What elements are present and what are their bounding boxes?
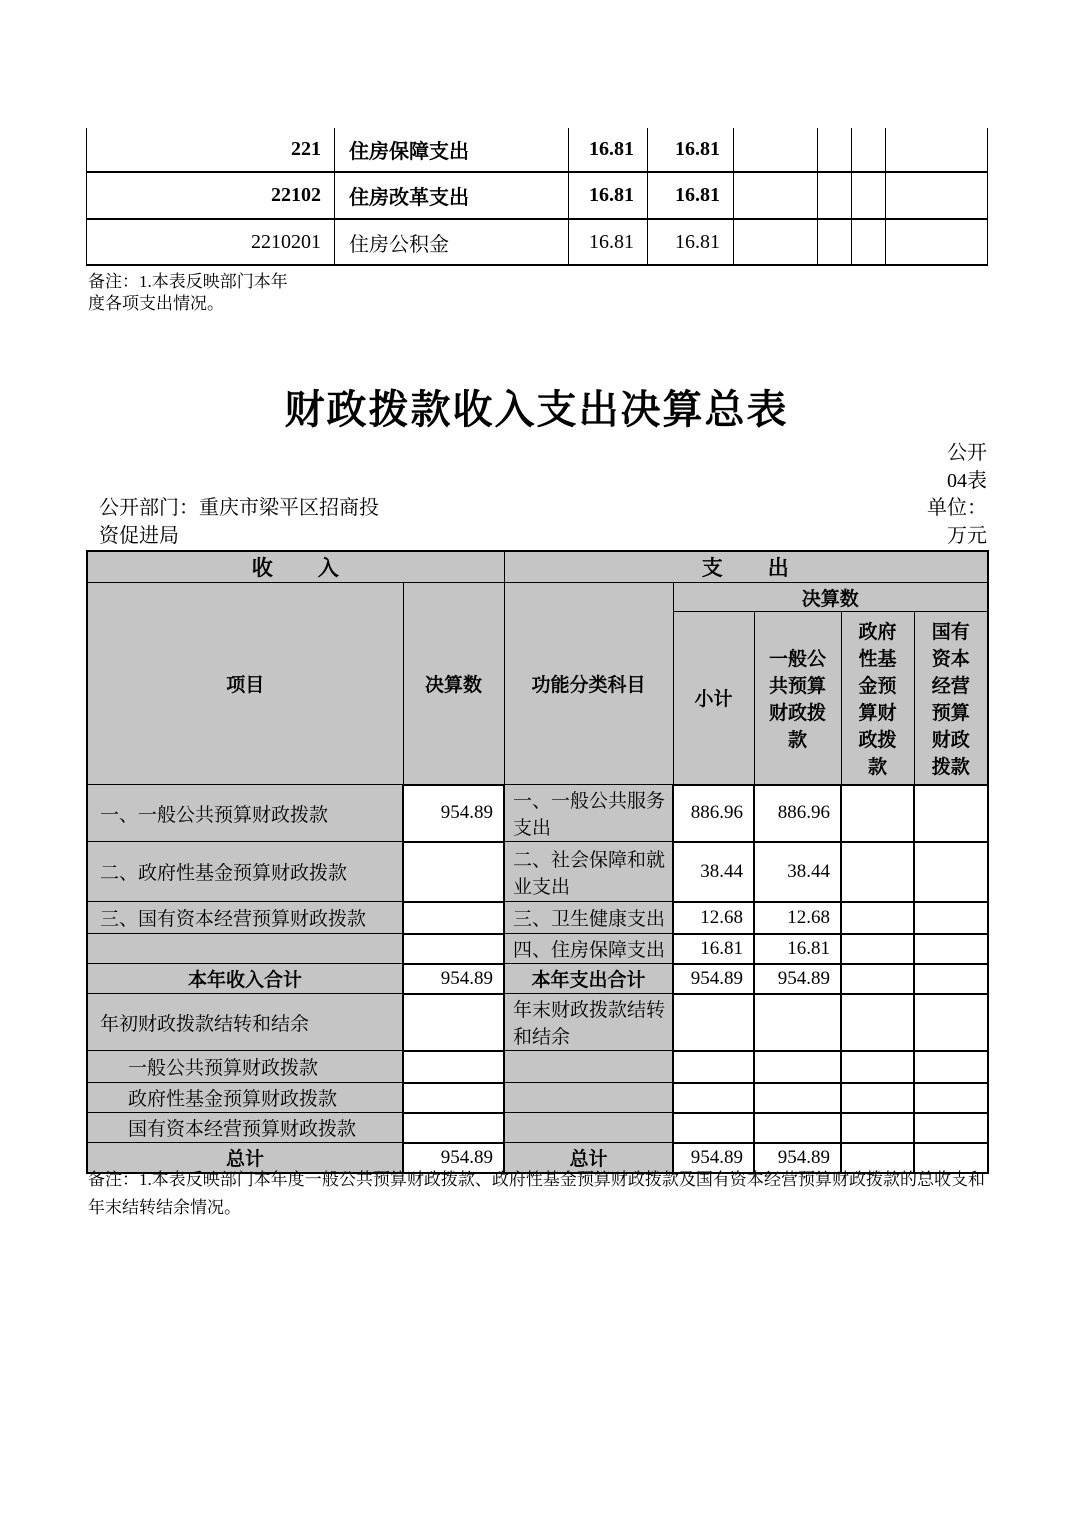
page-title: 财政拨款收入支出决算总表 xyxy=(284,387,789,432)
data-row xyxy=(87,785,988,842)
func-cell: 二、社会保障和就业支出 xyxy=(504,842,673,902)
gov-fund-cell xyxy=(841,964,914,994)
gov-fund-cell xyxy=(841,1051,914,1083)
subtotal-cell: 954.89 xyxy=(673,964,754,994)
empty-cell xyxy=(852,128,886,172)
subtotal-cell xyxy=(673,1051,754,1083)
department-label xyxy=(99,494,379,550)
value-cell: 16.81 xyxy=(569,219,648,265)
func-cell xyxy=(504,1113,673,1143)
general-cell xyxy=(754,1051,841,1083)
summary-table xyxy=(86,550,989,1174)
section-header-row xyxy=(87,551,988,583)
col-header-gov-fund: 政府性基金预算财政拨款 xyxy=(841,612,914,785)
data-row xyxy=(87,902,988,934)
name-cell: 住房改革支出 xyxy=(335,172,569,219)
gov-fund-cell xyxy=(841,1113,914,1143)
gov-fund-cell xyxy=(841,994,914,1051)
amount-cell xyxy=(403,994,504,1051)
subtotal-cell xyxy=(673,1113,754,1143)
func-cell xyxy=(504,1083,673,1113)
general-cell: 954.89 xyxy=(754,964,841,994)
general-cell xyxy=(754,994,841,1051)
code-cell: 2210201 xyxy=(87,219,335,265)
item-cell: 一、一般公共预算财政拨款 xyxy=(87,785,403,842)
data-row xyxy=(87,934,988,964)
general-cell: 16.81 xyxy=(754,934,841,964)
func-cell: 三、卫生健康支出 xyxy=(504,902,673,934)
code-cell: 22102 xyxy=(87,172,335,219)
subtotal-cell: 12.68 xyxy=(673,902,754,934)
item-cell: 年初财政拨款结转和结余 xyxy=(87,994,403,1051)
general-cell xyxy=(754,1083,841,1113)
bottom-note: 备注：1.本表反映部门本年度一般公共预算财政拨款、政府性基金预算财政拨款及国有资本经营预算财政拨款的总收支和年末结转结余情况。 xyxy=(88,1170,985,1217)
value-cell: 16.81 xyxy=(569,128,648,172)
item-cell: 总计 xyxy=(87,1143,403,1174)
subtotal-cell: 16.81 xyxy=(673,934,754,964)
subtotal-cell: 954.89 xyxy=(673,1143,754,1174)
empty-cell xyxy=(852,172,886,219)
gov-fund-cell xyxy=(841,1083,914,1113)
value-cell: 16.81 xyxy=(648,219,734,265)
general-cell xyxy=(754,1113,841,1143)
func-cell xyxy=(504,1051,673,1083)
state-capital-cell xyxy=(914,842,988,902)
amount-cell xyxy=(403,1113,504,1143)
state-capital-cell xyxy=(914,994,988,1051)
col-header-subtotal: 小计 xyxy=(673,612,754,785)
state-capital-cell xyxy=(914,785,988,842)
expenditure-continuation-table xyxy=(86,128,988,266)
empty-cell xyxy=(818,172,852,219)
empty-cell xyxy=(734,128,818,172)
amount-cell: 954.89 xyxy=(403,785,504,842)
name-cell: 住房保障支出 xyxy=(335,128,569,172)
data-row xyxy=(87,994,988,1051)
table-meta xyxy=(927,440,987,550)
amount-cell xyxy=(403,1083,504,1113)
col-header-final-right: 决算数 xyxy=(673,583,988,612)
value-cell: 16.81 xyxy=(648,128,734,172)
data-row xyxy=(87,1083,988,1113)
item-cell: 二、政府性基金预算财政拨款 xyxy=(87,842,403,902)
func-cell: 总计 xyxy=(504,1143,673,1174)
income-section-header: 收 入 xyxy=(87,551,504,583)
general-cell: 12.68 xyxy=(754,902,841,934)
subtotal-cell: 886.96 xyxy=(673,785,754,842)
empty-cell xyxy=(886,128,988,172)
col-header-final-left: 决算数 xyxy=(403,583,504,785)
code-cell: 221 xyxy=(87,128,335,172)
item-cell: 一般公共预算财政拨款 xyxy=(87,1051,403,1083)
data-row xyxy=(87,1113,988,1143)
table-row xyxy=(87,172,988,219)
empty-cell xyxy=(886,219,988,265)
table-row xyxy=(87,219,988,265)
empty-cell xyxy=(818,219,852,265)
amount-cell xyxy=(403,1051,504,1083)
state-capital-cell xyxy=(914,1051,988,1083)
func-cell: 一、一般公共服务支出 xyxy=(504,785,673,842)
unit-value: 万元 xyxy=(947,524,987,547)
department-line2: 资促进局 xyxy=(99,525,179,547)
top-note xyxy=(88,271,288,315)
state-capital-cell xyxy=(914,1113,988,1143)
empty-cell xyxy=(734,219,818,265)
top-note-line1: 备注：1.本表反映部门本年 xyxy=(88,272,288,291)
top-note-line2: 度各项支出情况。 xyxy=(88,294,224,313)
col-header-item: 项目 xyxy=(87,583,403,785)
expense-section-header: 支 出 xyxy=(504,551,988,583)
table-code-line2: 04表 xyxy=(947,469,987,492)
gov-fund-cell xyxy=(841,902,914,934)
data-row xyxy=(87,842,988,902)
item-cell: 三、国有资本经营预算财政拨款 xyxy=(87,902,403,934)
state-capital-cell xyxy=(914,1083,988,1113)
general-cell: 886.96 xyxy=(754,785,841,842)
gov-fund-cell xyxy=(841,842,914,902)
unit-label: 单位： xyxy=(927,497,987,519)
state-capital-cell xyxy=(914,934,988,964)
department-line1: 公开部门：重庆市梁平区招商投 xyxy=(99,497,379,519)
value-cell: 16.81 xyxy=(648,172,734,219)
subtotal-cell xyxy=(673,994,754,1051)
column-header-row xyxy=(87,583,988,612)
empty-cell xyxy=(852,219,886,265)
total-row xyxy=(87,964,988,994)
amount-cell xyxy=(403,934,504,964)
item-cell: 国有资本经营预算财政拨款 xyxy=(87,1113,403,1143)
empty-cell xyxy=(734,172,818,219)
subtotal-cell xyxy=(673,1083,754,1113)
data-row xyxy=(87,1051,988,1083)
general-cell: 954.89 xyxy=(754,1143,841,1174)
gov-fund-cell xyxy=(841,785,914,842)
col-header-state-capital: 国有资本经营预算财政拨款 xyxy=(914,612,988,785)
amount-cell xyxy=(403,902,504,934)
state-capital-cell xyxy=(914,902,988,934)
item-cell xyxy=(87,934,403,964)
func-cell: 本年支出合计 xyxy=(504,964,673,994)
col-header-func: 功能分类科目 xyxy=(504,583,673,785)
amount-cell: 954.89 xyxy=(403,964,504,994)
empty-cell xyxy=(886,172,988,219)
item-cell: 本年收入合计 xyxy=(87,964,403,994)
general-cell: 38.44 xyxy=(754,842,841,902)
item-cell: 政府性基金预算财政拨款 xyxy=(87,1083,403,1113)
value-cell: 16.81 xyxy=(569,172,648,219)
amount-cell: 954.89 xyxy=(403,1143,504,1174)
table-code-line1: 公开 xyxy=(947,442,987,464)
subtotal-cell: 38.44 xyxy=(673,842,754,902)
func-cell: 四、住房保障支出 xyxy=(504,934,673,964)
table-row xyxy=(87,128,988,172)
name-cell: 住房公积金 xyxy=(335,219,569,265)
empty-cell xyxy=(818,128,852,172)
func-cell: 年末财政拨款结转和结余 xyxy=(504,994,673,1051)
amount-cell xyxy=(403,842,504,902)
col-header-general: 一般公共预算财政拨款 xyxy=(754,612,841,785)
gov-fund-cell xyxy=(841,934,914,964)
state-capital-cell xyxy=(914,964,988,994)
